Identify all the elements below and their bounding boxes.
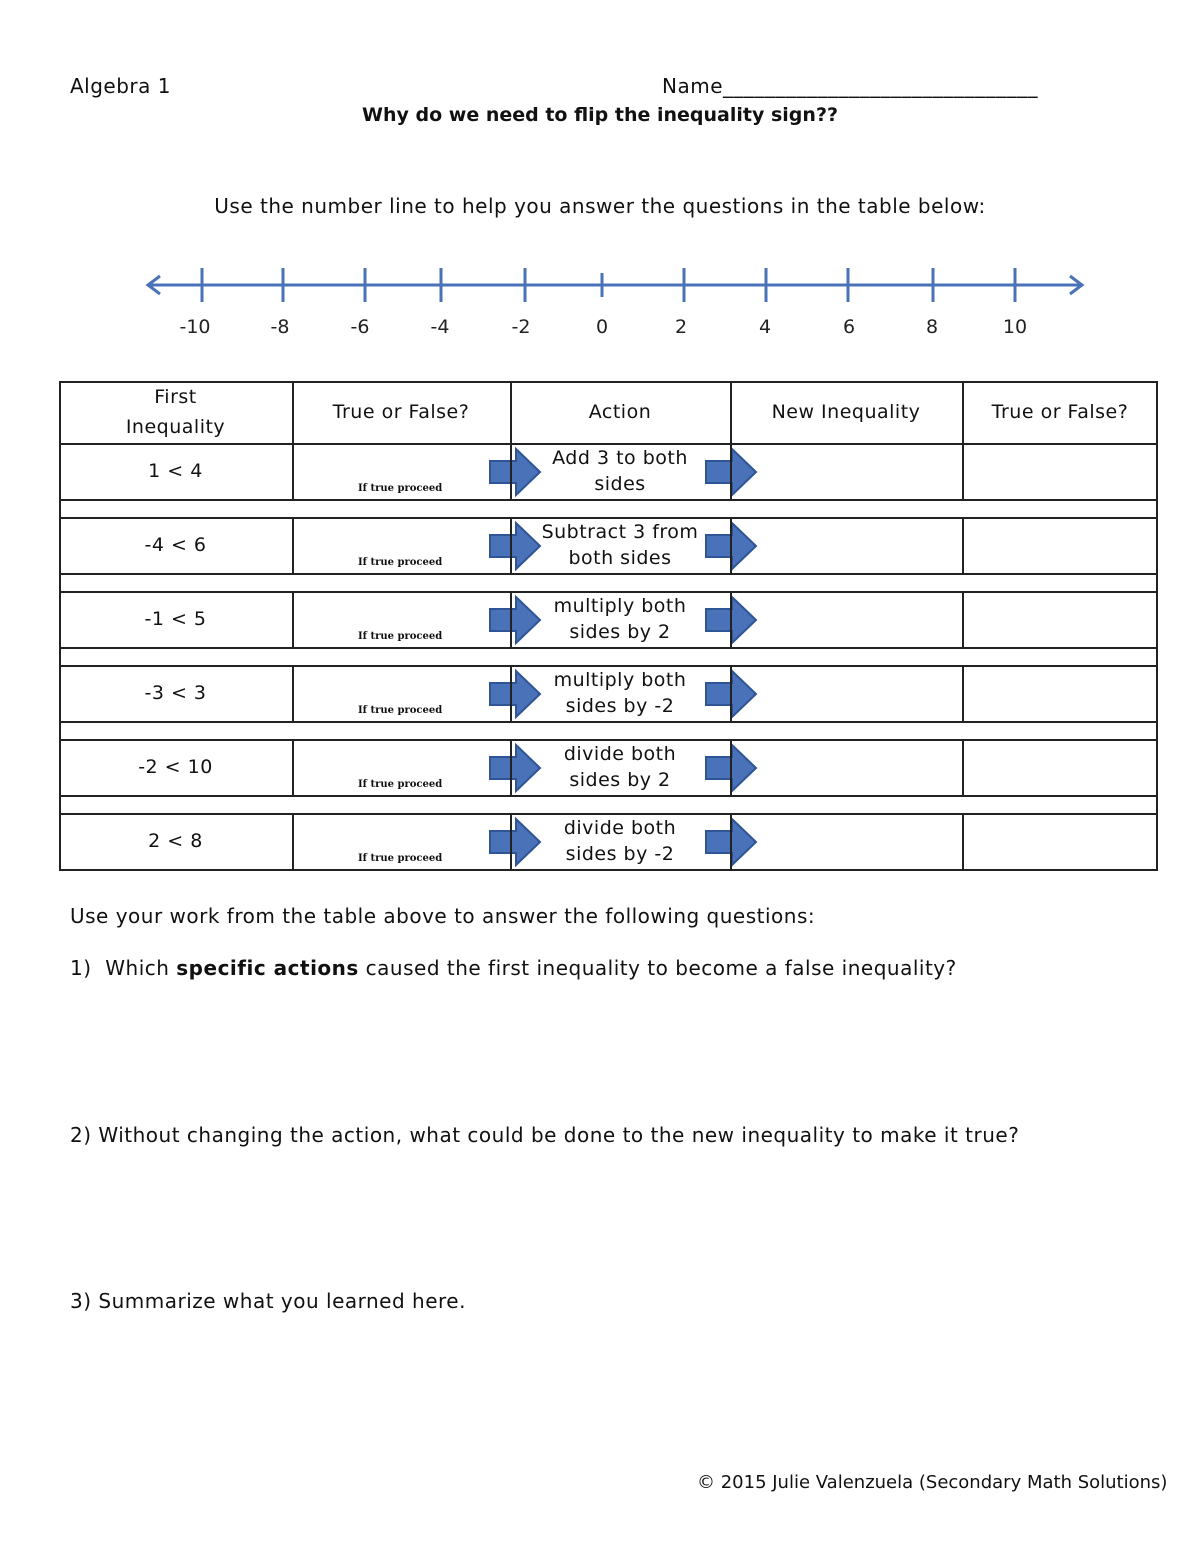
true-false-answer-cell-2[interactable] [962,591,1158,647]
column-divider [292,813,294,871]
column-divider [59,591,61,649]
row-border-top [59,739,1158,741]
header-true-or-false: True or False? [332,401,470,423]
gap-left-edge [59,721,61,739]
column-divider [1156,443,1158,501]
column-divider [962,813,964,871]
if-true-proceed-hint: If true proceed [358,705,443,716]
true-false-answer-cell-2[interactable] [962,517,1158,573]
column-divider [292,591,294,649]
gap-left-edge [59,573,61,591]
if-true-proceed-hint: If true proceed [358,853,443,864]
followup-instructions: Use your work from the table above to answer the following questions: [70,904,816,928]
column-divider [1156,813,1158,871]
proceed-arrow-icon [490,745,542,791]
gap-right-edge [1156,647,1158,665]
column-divider [962,381,964,445]
column-divider [510,381,512,445]
result-arrow-icon [706,745,758,791]
question-3: 3) Summarize what you learned here. [70,1289,466,1313]
action-cell: multiply both sides by -2 [553,669,687,717]
number-line-label: -2 [511,316,531,338]
column-divider [1156,665,1158,723]
gap-right-edge [1156,573,1158,591]
number-line-label: -8 [270,316,290,338]
name-field[interactable]: Name______________________________ [662,74,1039,98]
gap-right-edge [1156,499,1158,517]
result-arrow-icon [706,523,758,569]
new-inequality-answer-cell[interactable] [756,443,962,499]
first-inequality-cell: -4 < 6 [144,534,207,556]
column-divider [292,665,294,723]
column-divider [730,739,732,797]
if-true-proceed-hint: If true proceed [358,631,443,642]
proceed-arrow-icon [490,523,542,569]
column-divider [59,665,61,723]
header-action: Action [588,401,652,423]
row-border-bottom [59,869,1158,871]
column-divider [1156,381,1158,445]
number-line-instructions: Use the number line to help you answer the questions in the table below: [214,194,986,218]
true-false-answer-cell-2[interactable] [962,739,1158,795]
if-true-proceed-hint: If true proceed [358,779,443,790]
column-divider [730,517,732,575]
number-line-label: 10 [1002,316,1028,338]
action-cell: Add 3 to both sides [552,447,688,495]
first-inequality-cell: 1 < 4 [148,460,203,482]
column-divider [59,517,61,575]
first-inequality-cell: 2 < 8 [148,830,203,852]
proceed-arrow-icon [490,449,542,495]
action-cell: multiply both sides by 2 [553,595,687,643]
column-divider [59,813,61,871]
number-line-label: 2 [674,316,688,338]
header-true-or-false-2: True or False? [991,401,1129,423]
action-cell: divide both sides by -2 [563,817,677,865]
row-border-top [59,517,1158,519]
new-inequality-answer-cell[interactable] [756,591,962,647]
row-border-bottom [59,573,1158,575]
column-divider [962,739,964,797]
column-divider [962,665,964,723]
column-divider [1156,739,1158,797]
gap-right-edge [1156,795,1158,813]
column-divider [962,517,964,575]
header-first-inequality: First Inequality [125,386,226,438]
column-divider [1156,517,1158,575]
gap-left-edge [59,795,61,813]
number-line [0,255,1200,355]
column-divider [730,665,732,723]
column-divider [59,443,61,501]
copyright-footer: © 2015 Julie Valenzuela (Secondary Math Solutions) [697,1472,1168,1493]
row-border-top [59,813,1158,815]
row-border-top [59,665,1158,667]
gap-right-edge [1156,721,1158,739]
column-divider [510,813,512,871]
question-1-suffix: caused the first inequality to become a false inequality? [358,956,957,980]
row-border-top [59,591,1158,593]
table-border-top [59,381,1158,383]
result-arrow-icon [706,449,758,495]
column-divider [292,739,294,797]
column-divider [292,517,294,575]
column-divider [730,443,732,501]
column-divider [730,381,732,445]
proceed-arrow-icon [490,597,542,643]
if-true-proceed-hint: If true proceed [358,483,443,494]
if-true-proceed-hint: If true proceed [358,557,443,568]
course-title: Algebra 1 [70,74,171,98]
result-arrow-icon [706,819,758,865]
column-divider [292,443,294,501]
row-border-bottom [59,499,1158,501]
column-divider [510,665,512,723]
gap-left-edge [59,647,61,665]
column-divider [730,813,732,871]
result-arrow-icon [706,597,758,643]
true-false-answer-cell-2[interactable] [962,443,1158,499]
gap-left-edge [59,499,61,517]
first-inequality-cell: -2 < 10 [138,756,213,778]
header-new-inequality: New Inequality [771,401,921,423]
action-cell: Subtract 3 from both sides [541,521,699,569]
true-false-answer-cell-2[interactable] [962,813,1158,869]
new-inequality-answer-cell[interactable] [756,517,962,573]
action-cell: divide both sides by 2 [563,743,677,791]
column-divider [59,739,61,797]
column-divider [730,591,732,649]
column-divider [962,591,964,649]
row-border-bottom [59,795,1158,797]
first-inequality-cell: -3 < 3 [144,682,207,704]
column-divider [510,739,512,797]
column-divider [59,381,61,445]
column-divider [510,443,512,501]
question-1-emphasis: specific actions [176,956,359,980]
number-line-label: -10 [179,316,211,338]
number-line-label: -6 [350,316,370,338]
number-line-label: -4 [430,316,450,338]
number-line-label: 0 [595,316,609,338]
number-line-label: 6 [842,316,856,338]
inequality-table [59,381,1158,869]
column-divider [510,591,512,649]
question-2: 2) Without changing the action, what could be done to the new inequality to make it true? [70,1123,1020,1147]
true-false-answer-cell-2[interactable] [962,665,1158,721]
new-inequality-answer-cell[interactable] [756,665,962,721]
new-inequality-answer-cell[interactable] [756,739,962,795]
column-divider [510,517,512,575]
first-inequality-cell: -1 < 5 [144,608,207,630]
row-border-bottom [59,721,1158,723]
number-line-label: 8 [925,316,939,338]
proceed-arrow-icon [490,819,542,865]
worksheet-title: Why do we need to flip the inequality sign?? [362,104,838,126]
new-inequality-answer-cell[interactable] [756,813,962,869]
row-border-bottom [59,647,1158,649]
question-1-prefix: 1) Which [70,956,177,980]
number-line-label: 4 [758,316,772,338]
column-divider [962,443,964,501]
result-arrow-icon [706,671,758,717]
proceed-arrow-icon [490,671,542,717]
question-1 [70,956,957,980]
column-divider [292,381,294,445]
column-divider [1156,591,1158,649]
